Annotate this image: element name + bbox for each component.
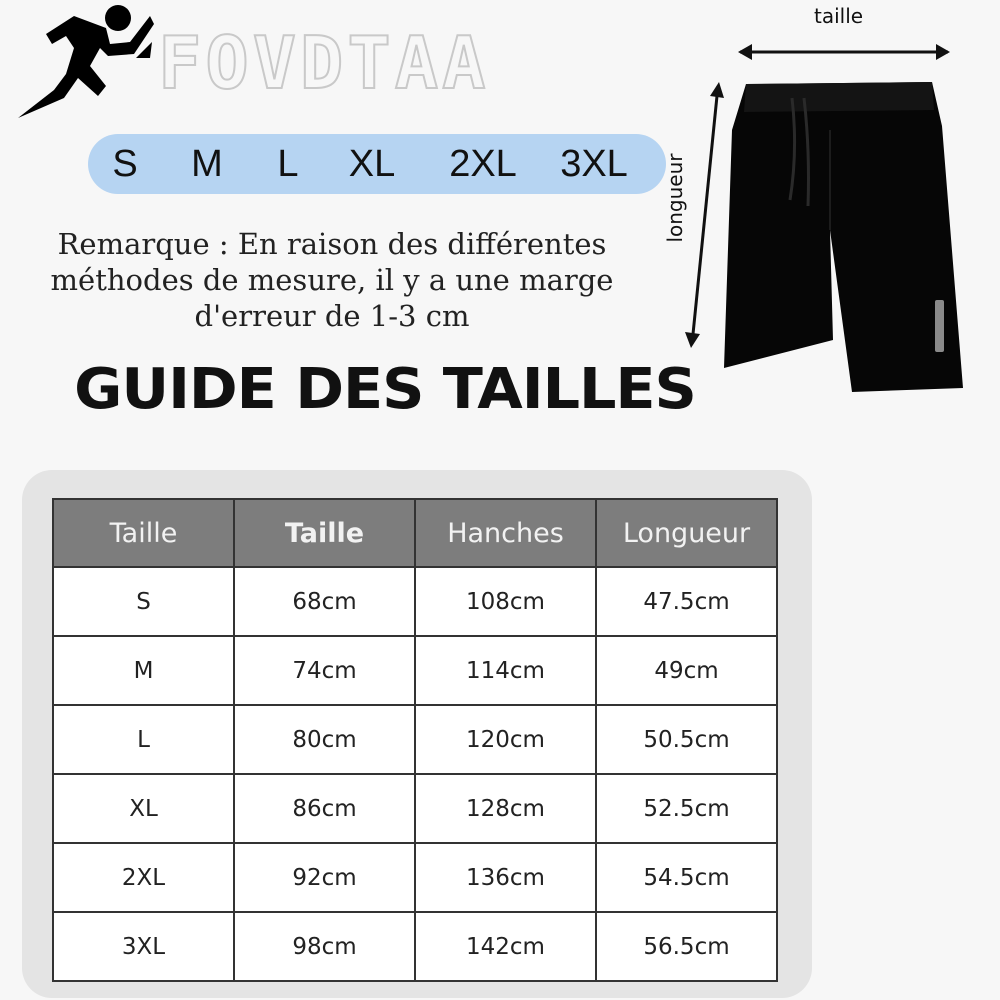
table-cell: 47.5cm bbox=[596, 567, 777, 636]
table-row bbox=[53, 912, 777, 981]
table-cell: 3XL bbox=[53, 912, 234, 981]
table-row bbox=[53, 705, 777, 774]
running-man-icon bbox=[14, 2, 154, 120]
size-option: S bbox=[112, 143, 138, 185]
length-arrow-icon bbox=[685, 82, 724, 348]
header-size: Taille bbox=[53, 499, 234, 567]
remark-line: d'erreur de 1-3 cm bbox=[194, 299, 470, 333]
table-cell: 120cm bbox=[415, 705, 596, 774]
table-cell: L bbox=[53, 705, 234, 774]
size-option: XL bbox=[348, 143, 396, 185]
table-cell: 86cm bbox=[234, 774, 415, 843]
table-cell: 2XL bbox=[53, 843, 234, 912]
table-row bbox=[53, 567, 777, 636]
size-option: 3XL bbox=[560, 143, 628, 185]
table-cell: 136cm bbox=[415, 843, 596, 912]
table-cell: S bbox=[53, 567, 234, 636]
table-cell: 114cm bbox=[415, 636, 596, 705]
size-option: M bbox=[191, 143, 223, 185]
table-cell: 49cm bbox=[596, 636, 777, 705]
size-option: 2XL bbox=[449, 143, 517, 185]
table-cell: 54.5cm bbox=[596, 843, 777, 912]
table-cell: XL bbox=[53, 774, 234, 843]
table-cell: 80cm bbox=[234, 705, 415, 774]
table-cell: 74cm bbox=[234, 636, 415, 705]
shorts-icon bbox=[724, 82, 963, 392]
table-cell: 68cm bbox=[234, 567, 415, 636]
table-row bbox=[53, 774, 777, 843]
table-cell: 142cm bbox=[415, 912, 596, 981]
size-option: L bbox=[277, 143, 299, 185]
shorts-diagram bbox=[680, 30, 980, 410]
length-label: longueur bbox=[663, 153, 687, 243]
table-cell: 52.5cm bbox=[596, 774, 777, 843]
size-chart-table bbox=[52, 498, 778, 982]
page-title: GUIDE DES TAILLES bbox=[74, 357, 696, 422]
remark-line: méthodes de mesure, il y a une marge bbox=[50, 263, 614, 297]
table-cell: 98cm bbox=[234, 912, 415, 981]
table-cell: M bbox=[53, 636, 234, 705]
brand-name: FOVDTAA bbox=[158, 21, 490, 105]
table-cell: 50.5cm bbox=[596, 705, 777, 774]
table-cell: 92cm bbox=[234, 843, 415, 912]
table-cell: 108cm bbox=[415, 567, 596, 636]
header-hips: Hanches bbox=[415, 499, 596, 567]
table-row bbox=[53, 843, 777, 912]
measurement-remark bbox=[22, 226, 642, 334]
width-arrow-icon bbox=[738, 44, 950, 60]
table-cell: 128cm bbox=[415, 774, 596, 843]
header-waist: Taille bbox=[234, 499, 415, 567]
table-cell: 56.5cm bbox=[596, 912, 777, 981]
width-label: taille bbox=[814, 4, 864, 28]
table-row bbox=[53, 636, 777, 705]
header-length: Longueur bbox=[596, 499, 777, 567]
remark-line: Remarque : En raison des différentes bbox=[57, 227, 607, 261]
size-options-bar bbox=[88, 134, 666, 194]
table-header-row bbox=[53, 499, 777, 567]
